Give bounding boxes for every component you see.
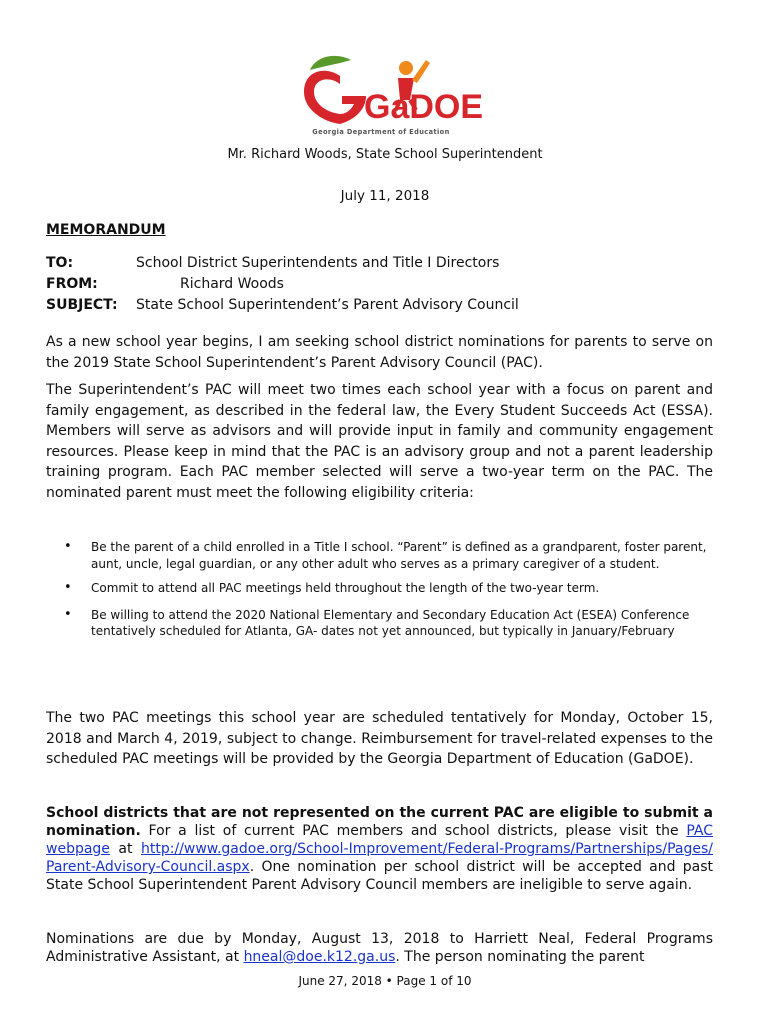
subject-value: State School Superintendent’s Parent Advisory Council [136, 297, 519, 313]
page-footer: June 27, 2018 • Page 1 of 10 [298, 974, 472, 988]
meetings-paragraph: The two PAC meetings this school year are scheduled tentatively for Monday, October 15, 2018 and March 4, 2019, subject to change. Reimbursement for travel-related expenses to the scheduled PAC meetings will be provided by the Georgia Department of Education (GaDOE). [46, 710, 713, 767]
intro-paragraph: As a new school year begins, I am seeking school district nominations for parents to serve on the 2019 State School Superintendent’s Parent Advisory Council (PAC). [46, 334, 713, 371]
list-item [64, 580, 716, 597]
eligibility-list [64, 539, 716, 640]
deadline-text-1: Nominations are due by Monday, August 13, 2018 to Harriett Neal, Federal Programs Administrative Assistant, at [46, 931, 713, 965]
gadoe-logo-graphic [296, 50, 484, 128]
nomination-text-3: . One nomination per school district will be accepted and past State School Superintendent Parent Advisory Council members are ineligible to serve again. [46, 859, 713, 893]
gadoe-logo [296, 50, 484, 140]
leaf-shape [310, 56, 351, 70]
bullet-text: Be the parent of a child enrolled in a Title I school. “Parent” is defined as a grandparent, foster parent, aunt, uncle, legal guardian, or any other adult who serves as a primary caregiver of a student. [91, 540, 707, 571]
from-label: FROM: [46, 276, 98, 292]
list-item [64, 539, 716, 572]
from-value: Richard Woods [180, 276, 284, 292]
superintendent-subtitle: Mr. Richard Woods, State School Superintendent [227, 147, 543, 162]
to-label: TO: [46, 255, 74, 271]
nomination-text-2: at [109, 841, 142, 857]
nomination-paragraph [46, 804, 713, 894]
list-item [64, 607, 716, 640]
figure-raised-arm [412, 60, 430, 83]
apple-g-shape [304, 71, 366, 124]
deadline-paragraph [46, 930, 713, 966]
eligibility-statement: School districts that are not represented on the current PAC are eligible to submit a nomination. [46, 805, 713, 839]
deadline-text-2: . The person nominating the parent [395, 949, 645, 965]
to-value: School District Superintendents and Title I Directors [136, 255, 500, 271]
pac-url-link[interactable]: http://www.gadoe.org/School-Improvement/Federal-Programs/Partnerships/Pages/Parent-Advisory-Council.aspx [46, 841, 713, 875]
bullet-icon: • [64, 580, 72, 595]
nomination-text-1: For a list of current PAC members and school districts, please visit the [140, 823, 687, 839]
bullet-icon: • [64, 606, 72, 622]
bullet-icon: • [64, 539, 72, 554]
pac-webpage-link[interactable]: PAC webpage [46, 823, 713, 857]
email-link[interactable]: hneal@doe.k12.ga.us [243, 949, 396, 965]
subject-label: SUBJECT: [46, 297, 118, 313]
pac-description-paragraph: The Superintendent’s PAC will meet two times each school year with a focus on parent and family engagement, as described in the federal law, the Every Student Succeeds Act (ESSA). Members will serve as advisors and will provide input in family and community engagement resources. Please keep in mind that the PAC is an advisory group and not a parent leadership training program. Each PAC member selected will serve a two-year term on the PAC. The nominated parent must meet the following eligibility criteria: [46, 382, 713, 501]
memo-title: MEMORANDUM [46, 222, 166, 238]
figure-head [399, 61, 413, 75]
brand-text: GaDOE [364, 88, 484, 126]
bullet-text: Be willing to attend the 2020 National Elementary and Secondary Education Act (ESEA) Conference tentatively scheduled for Atlanta, GA- dates not yet announced, but typically in January/February [91, 607, 690, 638]
memo-date: July 11, 2018 [340, 188, 430, 204]
logo-tagline: Georgia Department of Education [312, 128, 450, 136]
bullet-text: Commit to attend all PAC meetings held throughout the length of the two-year term. [91, 581, 600, 595]
